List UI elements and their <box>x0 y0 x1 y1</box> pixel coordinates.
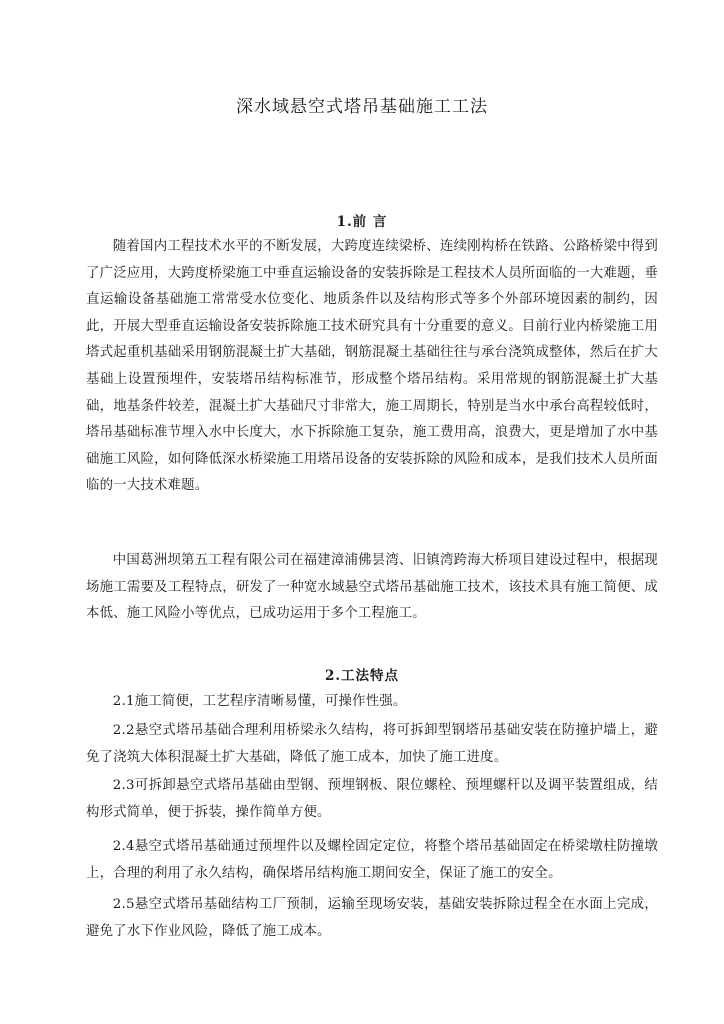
feature-item-2-1: 2.1施工简便，工艺程序清晰易懂，可操作性强。 <box>112 694 407 709</box>
section-2-heading: 2.工法特点 <box>324 668 400 684</box>
document-title: 深水域悬空式塔吊基础施工工法 <box>236 97 488 117</box>
feature-item-2-2: 2.2悬空式塔吊基础合理利用桥梁永久结构，将可拆卸型钢塔吊基础安装在防撞护墙上，避免了浇筑大体积混凝土扩大基础，降低了施工成本，加快了施工进度。 <box>86 723 658 765</box>
section-1-heading: 1.前 言 <box>336 214 388 230</box>
section-1-paragraph-2: 中国葛洲坝第五工程有限公司在福建漳浦佛昙湾、旧镇湾跨海大桥项目建设过程中，根据现场施工需要及工程特点，研发了一种宽水域悬空式塔吊基础施工技术，该技术具有施工简便、成本低、施工风险小等优点，已成功运用于多个工程施工。 <box>86 553 658 622</box>
feature-item-2-4: 2.4悬空式塔吊基础通过预埋件以及螺栓固定定位，将整个塔吊基础固定在桥梁墩柱防撞墩上，合理的利用了永久结构，确保塔吊结构施工期间安全，保证了施工的安全。 <box>86 839 658 881</box>
section-1-paragraph-1: 随着国内工程技术水平的不断发展，大跨度连续梁桥、连续刚构桥在铁路、公路桥梁中得到了广泛应用，大跨度桥梁施工中垂直运输设备的安装拆除是工程技术人员所面临的一大难题，垂直运输设备基础施工常常受水位变化、地质条件以及结构形式等多个外部环境因素的制约，因此，开展大型垂直运输设备安装拆除施工技术研究具有十分重要的意义。目前行业内桥梁施工用塔式起重机基础采用钢筋混凝土扩大基础，钢筋混凝土基础往往与承台浇筑成整体，然后在扩大基础上设置预埋件，安装塔吊结构标准节，形成整个塔吊结构。采用常规的钢筋混凝土扩大基础，地基条件较差，混凝土扩大基础尺寸非常大，施工周期长，特别是当水中承台高程较低时，塔吊基础标准节埋入水中长度大，水下拆除施工复杂，施工费用高，浪费大，更是增加了水中基础施工风险，如何降低深水桥梁施工用塔吊设备的安装拆除的风险和成本，是我们技术人员所面临的一大技术难题。 <box>86 239 658 494</box>
feature-item-2-3: 2.3可拆卸悬空式塔吊基础由型钢、预埋钢板、限位螺栓、预埋螺杆以及调平装置组成，结构形式简单，便于拆装，操作简单方便。 <box>86 778 658 820</box>
feature-item-2-5: 2.5悬空式塔吊基础结构工厂预制，运输至现场安装，基础安装拆除过程全在水面上完成，避免了水下作业风险，降低了施工成本。 <box>86 897 658 939</box>
